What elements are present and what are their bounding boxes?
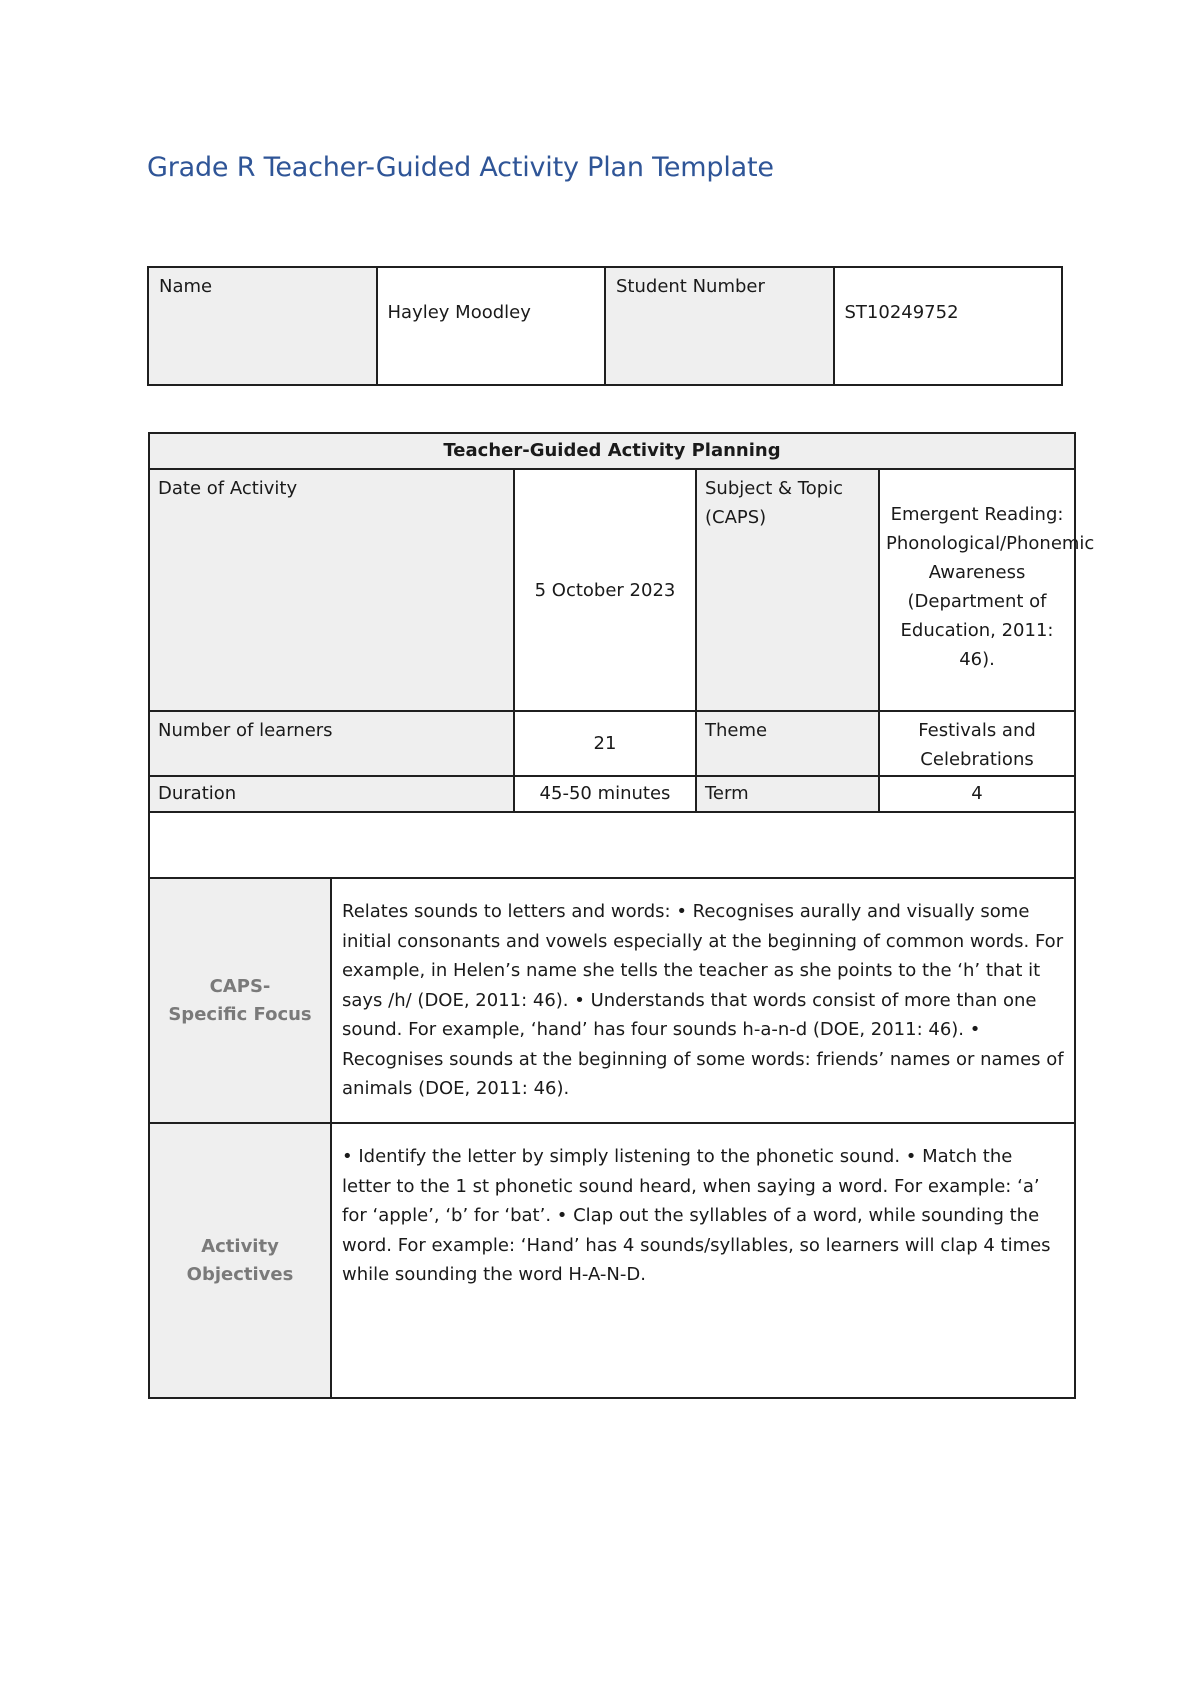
caps-focus-text: Relates sounds to letters and words: • Recognises aurally and visually some initial consonants and vowels especially at the beginning of common words. For example, in Helen’s name she tells the teacher as she points to the ‘h’ that it says /h/ (DOE, 2011: 46). • Understands that words consist of more than one sound. For example, ‘hand’ has four sounds h-a-n-d (DOE, 2011: 46). • Recognises sounds at the beginning of some words: friends’ names or names of animals (DOE, 2011: 46). bbox=[331, 878, 1075, 1123]
student-info-row bbox=[148, 267, 1062, 385]
name-label: Name bbox=[148, 267, 377, 385]
caps-focus-row bbox=[149, 878, 1075, 1123]
student-number-value: ST10249752 bbox=[834, 267, 1063, 385]
page-title: Grade R Teacher-Guided Activity Plan Template bbox=[147, 152, 774, 183]
empty-cell bbox=[149, 812, 1075, 878]
theme-label: Theme bbox=[696, 711, 879, 776]
objectives-row bbox=[149, 1123, 1075, 1398]
student-info-table bbox=[147, 266, 1063, 386]
duration-label: Duration bbox=[149, 776, 514, 812]
date-label: Date of Activity bbox=[149, 469, 514, 711]
duration-value: 45-50 minutes bbox=[514, 776, 696, 812]
learners-value: 21 bbox=[514, 711, 696, 776]
activity-planning-table bbox=[148, 432, 1095, 1399]
date-value: 5 October 2023 bbox=[514, 469, 696, 711]
theme-value: Festivals and Celebrations bbox=[879, 711, 1075, 776]
term-value: 4 bbox=[879, 776, 1075, 812]
name-value: Hayley Moodley bbox=[377, 267, 606, 385]
spacer-row bbox=[149, 812, 1075, 878]
date-subject-row bbox=[149, 469, 1075, 711]
caps-focus-label-line1: CAPS- bbox=[209, 975, 271, 997]
objectives-label: Activity Objectives bbox=[149, 1123, 331, 1398]
caps-focus-label bbox=[149, 878, 331, 1123]
duration-term-row bbox=[149, 776, 1075, 812]
objectives-text: • Identify the letter by simply listening to the phonetic sound. • Match the letter to the 1 st phonetic sound heard, when saying a word. For example: ‘a’ for ‘apple’, ‘b’ for ‘bat’. • Clap out the syllables of a word, while sounding the word. For example: ‘Hand’ has 4 sounds/syllables, so learners will clap 4 times while sounding the word H-A-N-D. bbox=[331, 1123, 1075, 1398]
subject-value: Emergent Reading: Phonological/Phonemic Awareness (Department of Education, 2011: 46). bbox=[879, 469, 1075, 711]
planning-header: Teacher-Guided Activity Planning bbox=[149, 433, 1075, 469]
student-number-label: Student Number bbox=[605, 267, 834, 385]
learners-theme-row bbox=[149, 711, 1075, 776]
learners-label: Number of learners bbox=[149, 711, 514, 776]
subject-label: Subject & Topic (CAPS) bbox=[696, 469, 879, 711]
term-label: Term bbox=[696, 776, 879, 812]
caps-focus-label-line2: Specific Focus bbox=[168, 1003, 312, 1025]
planning-header-row bbox=[149, 433, 1075, 469]
